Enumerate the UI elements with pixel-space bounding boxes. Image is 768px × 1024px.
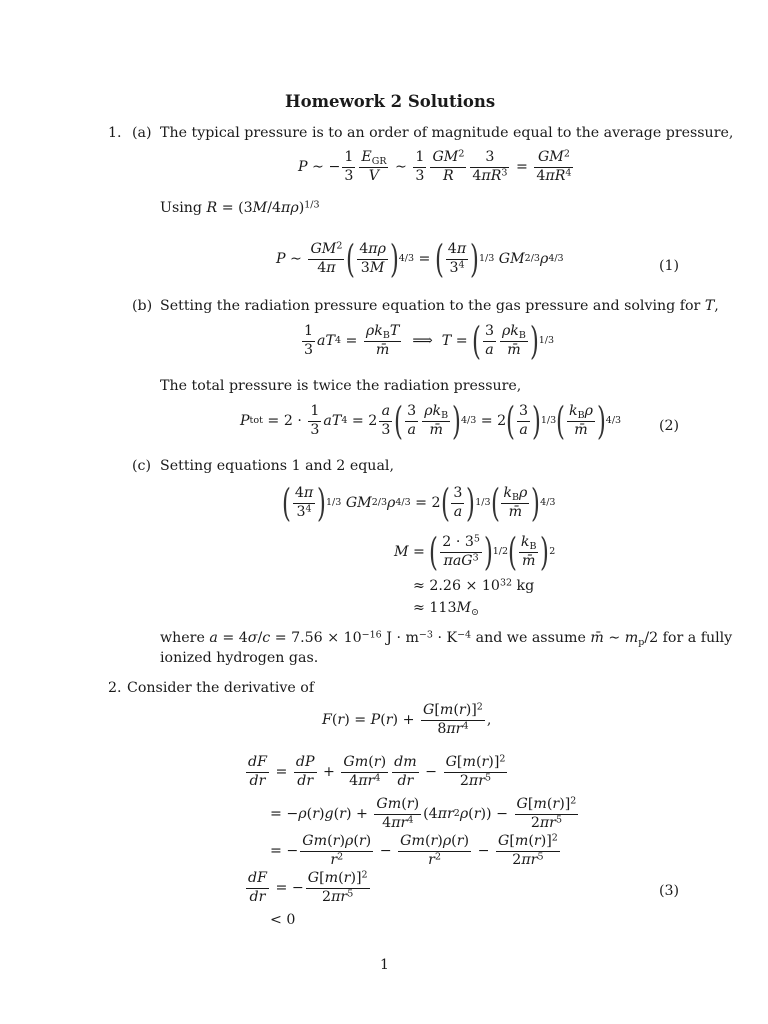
derivation-line-1: $\frac{dF}{dr}$ = $\frac{dP}{dr}$ + $\frac{Gm(r)}{4\pi r^4}$ $\frac{dm}{dr}$ − $\frac{G[m(r)]^2}{2\pi r^5}$ xyxy=(248,753,506,789)
part-b-text-var: T xyxy=(704,298,715,314)
total-pressure-text: The total pressure is twice the radiation pressure, xyxy=(160,378,522,394)
using-line: Using $R = (3M/4\pi\rho)^{1/3}$ xyxy=(160,199,320,216)
mass-result-kg-exponent: 32 xyxy=(499,577,513,589)
equation-2-number: (2) xyxy=(659,418,680,434)
page-title: Homework 2 Solutions xyxy=(285,92,496,111)
part-b-text: Setting the radiation pressure equation to the gas pressure and solving for xyxy=(160,298,701,314)
equation-F-definition: F ( r ) = P ( r ) + $\frac{G[m(r)]^2}{8\pi r^4}$ , xyxy=(322,701,492,737)
equation-pressure-estimate: P ∼ − $\frac{1}{3}$ $\frac{E_{GR}}{V}$ ∼ $\frac{1}{3}$ $\frac{GM^2}{R}$ $\frac{3}{4\pi R^3}$ = $\frac{GM^2}{4\pi R^4}$ xyxy=(298,148,572,184)
part-b-label: (b) xyxy=(132,298,153,314)
equation-2: P tot = 2 · $\frac{1}{3}$ aT 4 = 2 $\frac{a}{3}$ ( $\frac{3}{a}$ $\frac{\rho k_B}{m̄}$ ) 4/3 = 2 ( $\frac{3}{a}$ ) 1/3 ( $\frac{k_B\rho}{m̄}$ ) 4/3 xyxy=(240,399,622,443)
equation-3-number: (3) xyxy=(659,883,680,899)
derivation-line-3: = − $\frac{Gm(r)\rho(r)}{r^2}$ − $\frac{Gm(r)\rho(r)}{r^2}$ − $\frac{G[m(r)]^2}{2\pi r^5}$ xyxy=(270,832,558,868)
mass-result-kg-unit: kg xyxy=(512,578,535,594)
equation-1: P ∼ $\frac{GM^2}{4\pi}$ ( $\frac{4\pi\rho}{3M}$ ) 4/3 = ( $\frac{4\pi}{3^4}$ ) 1/3 GM 2/3 ρ 4/3 xyxy=(276,237,564,281)
part-c-label: (c) xyxy=(132,458,152,474)
mass-result-kg xyxy=(413,578,534,594)
fully-text: for a fully xyxy=(662,630,733,646)
equation-temperature: $\frac{1}{3}$ aT 4 = $\frac{\rho k_BT}{m̄}$ ⟹ T = ( $\frac{3}{a}$ $\frac{\rho k_B}{m̄}$ ) 1/3 xyxy=(304,319,555,363)
derivation-line-4: $\frac{dF}{dr}$ = − $\frac{G[m(r)]^2}{2\pi r^5}$ xyxy=(248,869,368,905)
part-b-text-end: , xyxy=(714,298,719,314)
where-line-2: ionized hydrogen gas. xyxy=(160,650,319,666)
problem-1-number: 1. xyxy=(108,125,122,141)
part-b-text-line xyxy=(160,298,719,314)
derivation-line-5: < 0 xyxy=(270,912,296,928)
assume-text: and we assume xyxy=(475,630,586,646)
equation-equate: ( $\frac{4\pi}{3^4}$ ) 1/3 GM 2/3 ρ 4/3 = 2 ( $\frac{3}{a}$ ) 1/3 ( $\frac{k_B\rho}{m̄}$ ) 4/3 xyxy=(281,481,556,525)
mass-result-msun-value: ≈ 113 xyxy=(413,600,457,616)
part-a-label: (a) xyxy=(132,125,152,141)
derivation-line-2: = − ρ ( r ) g ( r ) + $\frac{Gm(r)}{4\pi r^4}$ (4 πr 2 ρ ( r )) − $\frac{G[m(r)]^2}{2\pi r^5}$ xyxy=(270,795,577,831)
using-text: Using xyxy=(160,200,202,216)
part-c-text: Setting equations 1 and 2 equal, xyxy=(160,458,394,474)
problem-2-text: Consider the derivative of xyxy=(127,680,315,696)
where-line-1: where $a = 4\sigma/c = 7.56 \times 10^{-16}$ $J \cdot m^{-3} \cdot K^{-4}$ and we assume m̄ ∼ $m_p/2$ for a fully xyxy=(160,629,733,648)
problem-2-number: 2. xyxy=(108,680,122,696)
equation-mass: M = ( $\frac{2 \cdot 3^5}{\pi aG^3}$ ) 1/2 ( $\frac{k_B}{m̄}$ ) 2 xyxy=(394,530,556,574)
page-number: 1 xyxy=(380,957,389,973)
equation-1-number: (1) xyxy=(659,258,680,274)
part-a-text: The typical pressure is to an order of magnitude equal to the average pressure, xyxy=(160,125,734,141)
where-text: where xyxy=(160,630,205,646)
mass-result-msun: ≈ $113M_⊙$ xyxy=(413,600,479,618)
mass-result-kg-value: ≈ 2.26 × 10 xyxy=(413,578,500,594)
